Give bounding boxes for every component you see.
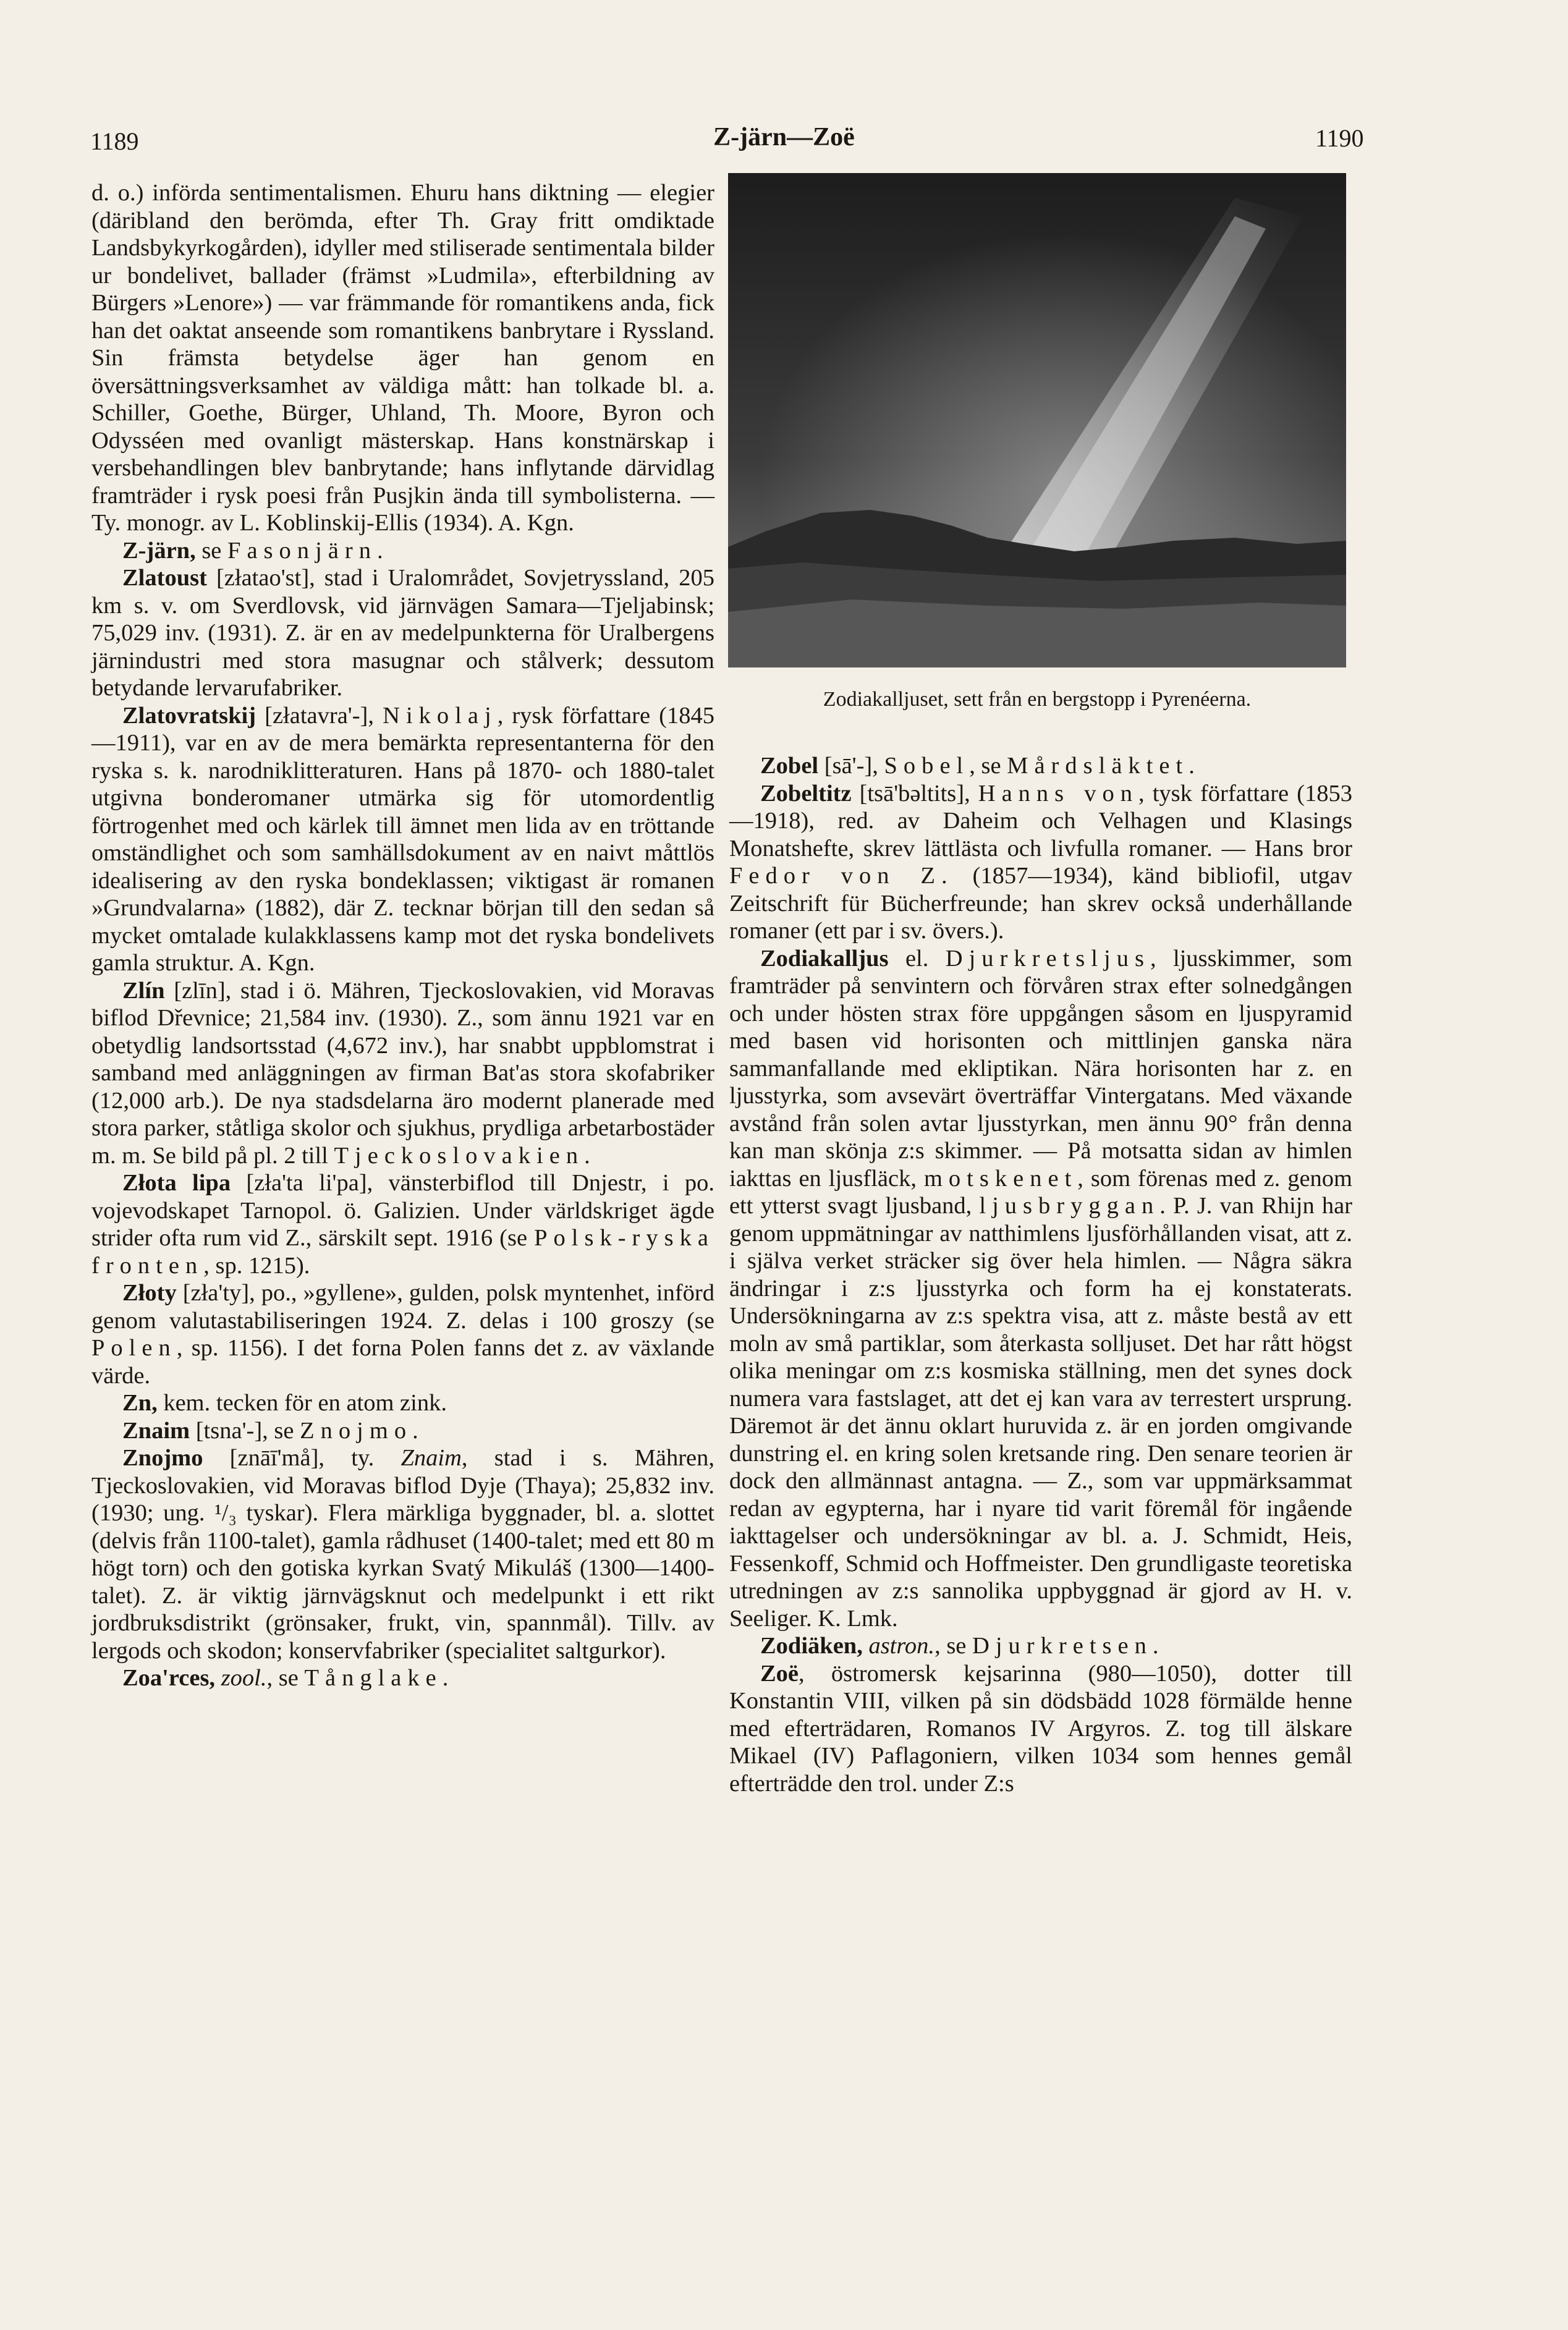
- headword: Znaim: [122, 1417, 190, 1444]
- entry-zobel: [729, 752, 1352, 780]
- entry-text: .: [1152, 1633, 1159, 1659]
- italic-term: astron.: [868, 1633, 935, 1659]
- entry-zodiaken: [729, 1632, 1352, 1660]
- entry-text: , rysk författare (1845—1911), var en av de mera bemärkta representanterna för den ryska s. k. narodniklitteraturen. Hans på 1870- och 1880-talet utgivna bonderomaner utmärka sig för utomordentlig förtrogenhet med och kärlek till ämnet men lida av en tröttande omständlighet och som samhällsdokument av en naivt måttlös idealisering av den ryska bondeklassen; viktigast är romanen »Grundvalarna» (1882), där Z. tecknar början till den sedan så mycket omtalade kulakklassens kamp mot det ryska bondelivets gamla struktur.: [91, 702, 714, 976]
- entry-text: [215, 1665, 221, 1691]
- headword: Zlatovratskij: [122, 702, 256, 729]
- entry-text: .: [584, 1142, 590, 1169]
- spaced-term: Djurkretsljus: [945, 945, 1150, 972]
- entry-text: .: [376, 537, 383, 564]
- entry-text: .: [1189, 753, 1195, 779]
- page-number-left: 1189: [90, 127, 139, 155]
- headword: Zlatoust: [122, 565, 207, 591]
- entry-text: .: [442, 1665, 449, 1691]
- entry-continuation: [91, 179, 714, 537]
- entry-text: [tsna'-], se: [190, 1417, 300, 1444]
- entry-znojmo: [91, 1444, 714, 1664]
- entry-zobeltitz: [729, 780, 1352, 945]
- zodiacal-light-illustration: [728, 173, 1346, 667]
- headword: Złota lipa: [122, 1170, 231, 1196]
- italic-term: Znaim: [400, 1445, 462, 1471]
- headword: Zoa'rces,: [122, 1665, 216, 1691]
- headword: Zoë: [760, 1660, 799, 1687]
- headword: Zodiäken,: [760, 1633, 863, 1659]
- entry-text: kem. tecken för en atom zink.: [157, 1390, 447, 1416]
- entry-text: , se: [934, 1633, 973, 1659]
- entry-text: , östromersk kejsarinna (980—1050), dotter till Konstantin VIII, vilken på sin dödsbädd 1028 förmälde henne med efterträdaren, Romanos IV Argyros. Z. tog till älskare Mikael (IV) Paflagoniern, vilken 1034 som hennes gemål efterträdde den trol. under Z:s: [729, 1660, 1352, 1797]
- spaced-name: Nikolaj: [383, 702, 498, 729]
- entry-zlatoust: [91, 564, 714, 702]
- entry-text: [tsā'bəltits],: [851, 780, 978, 807]
- entry-text: , se: [266, 1665, 305, 1691]
- entry-text: [zła'ta li'pa], vänsterbiflod till Dnjestr, i po. vojevodskapet Tarnopol. ö. Galizien. Under världskriget ägde strider ofta rum vid Z., särskilt sept. 1916 (se: [91, 1170, 714, 1251]
- entry-text: se: [195, 537, 228, 564]
- entry-zn: [91, 1389, 714, 1417]
- cross-reference: Tjeckoslovakien: [334, 1142, 585, 1169]
- headword: Zobeltitz: [760, 780, 852, 807]
- entry-text: [zlīn], stad i ö. Mähren, Tjeckoslovakien, vid Moravas biflod Dřevnice; 21,584 inv. (1930). Z., som ännu 1921 var en obetydlig landsortsstad (4,672 inv.), har snabbt uppblomstrat i samband med anläggningen av firman Bat'as stora skofabriker (12,000 arb.). De nya stadsdelarna äro modernt planerade med stora parker, ståtliga skolor och sjukhus, prydliga arbetarbostäder m. m. Se bild på pl. 2 till: [91, 977, 714, 1169]
- cross-reference: Polen: [91, 1335, 177, 1361]
- entry-text: [złatao'st], stad i Uralområdet, Sovjetryssland, 205 km s. v. om Sverdlovsk, vid järnvägen Samara—Tjeljabinsk; 75,029 inv. (1931). Z. är en av medelpunkterna för Uralbergens järnindustri med stora masugnar och stålverk; dessutom betydande lervarufabriker.: [91, 565, 714, 701]
- entry-text: [sā'-],: [818, 753, 884, 779]
- headword: Zobel: [760, 753, 819, 779]
- entry-text: , ljusskimmer, som framträder på senvintern och förvåren strax efter solnedgången och under hösten strax före uppgången såsom en ljuspyramid med basen vid horisonten och mittlinjen ganska nära sammanfallande med ekliptikan. Nära horisonten har z. en ljusstyrka, som avsevärt överträffar Vintergatans. Med växande avstånd från solen avtar ljusstyrkan, men ännu 90° från denna kan man skönja z:s skimmer. — På motsatta sidan av himlen iakttas en ljusfläck,: [729, 945, 1352, 1192]
- entry-text: , se: [969, 753, 1007, 779]
- headword: Z-järn,: [122, 537, 196, 564]
- cross-reference: Fasonjärn: [227, 537, 377, 564]
- signature: K. Lmk.: [818, 1605, 898, 1632]
- entry-znaim: [91, 1417, 714, 1445]
- cross-reference: Polsk-ryska fronten: [91, 1225, 714, 1279]
- entry-text: (1857—1934), känd bibliofil, utgav Zeitschrift für Bücherfreunde; han skrev också underhållande romaner (ett par i sv. övers.).: [729, 863, 1352, 944]
- right-column: [729, 752, 1352, 1797]
- page-number-right: 1190: [1315, 124, 1364, 152]
- entry-z-jarn: [91, 537, 714, 565]
- entry-text: [863, 1633, 869, 1659]
- headword: Złoty: [122, 1280, 177, 1306]
- entry-zoarces: [91, 1664, 714, 1692]
- spaced-term: motskenet: [923, 1165, 1078, 1192]
- entry-text: .: [412, 1417, 418, 1444]
- cross-reference: Djurkretsen: [972, 1633, 1153, 1659]
- headword: Zn,: [122, 1390, 158, 1416]
- spaced-name: Hanns von: [978, 780, 1139, 807]
- entry-text: , stad i s. Mähren, Tjeckoslovakien, vid Moravas biflod Dyje (Thaya); 25,832 inv. (1930; ung. ¹/₃ tyskar). Flera märkliga byggnader, bl. a. slottet (delvis från 1100-talet), gamla rådhuset (1400-talet; med ett 80 m högt torn) och den gotiska kyrkan Svatý Mikuláš (1300—1400-talet). Z. är viktig järnvägsknut och medelpunkt i ett rikt jordbruksdistrikt (grönsaker, frukt, vin, spannmål). Tillv. av lergods och skodon; konservfabriker (specialitet saltgurkor).: [91, 1445, 714, 1664]
- entry-zodiakalljus: [729, 945, 1352, 1633]
- figure-caption: Zodiakalljuset, sett från en bergstopp i Pyrenéerna.: [823, 688, 1252, 711]
- cross-reference: Znojmo: [300, 1417, 413, 1444]
- entry-text: , sp. 1156). I det forna Polen fanns det z. av växlande värde.: [91, 1335, 714, 1389]
- entry-zlin: [91, 977, 714, 1170]
- headword: Znojmo: [122, 1445, 203, 1471]
- signature: A. Kgn.: [239, 950, 315, 976]
- headword: Zodiakalljus: [760, 945, 889, 972]
- running-head: Z-järn—Zoë: [713, 123, 855, 151]
- spaced-name: Fedor von Z.: [729, 863, 954, 889]
- entry-text: , som förenas med z. genom ett ytterst svagt ljusband,: [729, 1165, 1353, 1219]
- cross-reference: Tånglake: [304, 1665, 443, 1691]
- entry-text: , tysk författare (1853—1918), red. av Daheim och Velhagen und Klasings Monatshefte, skrev lättlästa och livfulla romaner. — Hans bror: [729, 780, 1353, 862]
- spaced-name: Sobel: [884, 753, 970, 779]
- entry-text: . P. J. van Rhijn har genom uppmätningar av natthimlens ljusförhållanden visat, att z. i själva verket sträcker sig över hela himlen. — Några säkra ändringar i z:s ljusstyrka och form ha ej konstaterats. Undersökningarna av z:s spektra visa, att z. måste bestå av ett moln av små partiklar, som återkasta solljuset. Det har rått högst olika meningar om z:s kosmiska ställning, men det synes dock numera vara fastslaget, att det ej kan vara av terrestert ursprung. Däremot är det ännu oklart huruvida z. är en jorden omgivande dunstring el. en kring solen kretsande ring. Den senare teorien är dock den allmännast antagna. — Z., som var uppmärksammat redan av egypterna, har i nyare tid varit föremål för ingående iakttagelser och undersökningar av bl. a. J. Schmidt, Heis, Fessenkoff, Schmid och Hoffmeister. Den grundligaste teoretiska utredningen av z:s sannolika uppbyggnad är gjord av H. v. Seeliger.: [729, 1193, 1352, 1632]
- entry-text: d. o.) införda sentimentalismen. Ehuru hans diktning — elegier (däribland den berömda, efter Th. Gray fritt omdiktade Landsbykyrkogården), idyller med stiliserade sentimentala bilder ur bondelivet, ballader (främst »Ludmila», efterbildning av Bürgers »Lenore») — var främmande för romantikens anda, fick han det oaktat anseende som romantikens banbrytare i Ryssland. Sin främsta betydelse äger han genom en översättningsverksamhet av väldiga mått: han tolkade bl. a. Schiller, Goethe, Bürger, Uhland, Th. Moore, Byron och Odysséen med ovanligt mästerskap. Hans konstnärskap i versbehandlingen blev banbrytande; hans inflytande därvidlag framträder i rysk poesi från Pusjkin ända till symbolisterna. — Ty. monogr. av L. Koblinskij-Ellis (1934).: [91, 180, 714, 536]
- entry-text: [złatavra'-],: [256, 702, 383, 729]
- italic-term: zool.: [221, 1665, 267, 1691]
- headword: Zlín: [122, 977, 165, 1004]
- signature: A. Kgn.: [498, 510, 574, 536]
- entry-text: [znāī'må], ty.: [203, 1445, 401, 1471]
- entry-zloty: [91, 1279, 714, 1389]
- entry-zoe: [729, 1660, 1352, 1798]
- entry-text: [zła'ty], po., »gyllene», gulden, polsk myntenhet, införd genom valutastabiliseringen 1924. Z. delas i 100 groszy (se: [91, 1280, 714, 1334]
- entry-zlatovratskij: [91, 702, 714, 977]
- entry-zlota-lipa: [91, 1169, 714, 1279]
- spaced-term: ljusbryggan: [979, 1193, 1160, 1219]
- left-column: [91, 179, 714, 1692]
- entry-text: el.: [888, 945, 946, 972]
- zodiacal-light-photo: [728, 173, 1346, 667]
- entry-text: , sp. 1215).: [203, 1252, 310, 1279]
- cross-reference: Mårdsläktet: [1007, 753, 1189, 779]
